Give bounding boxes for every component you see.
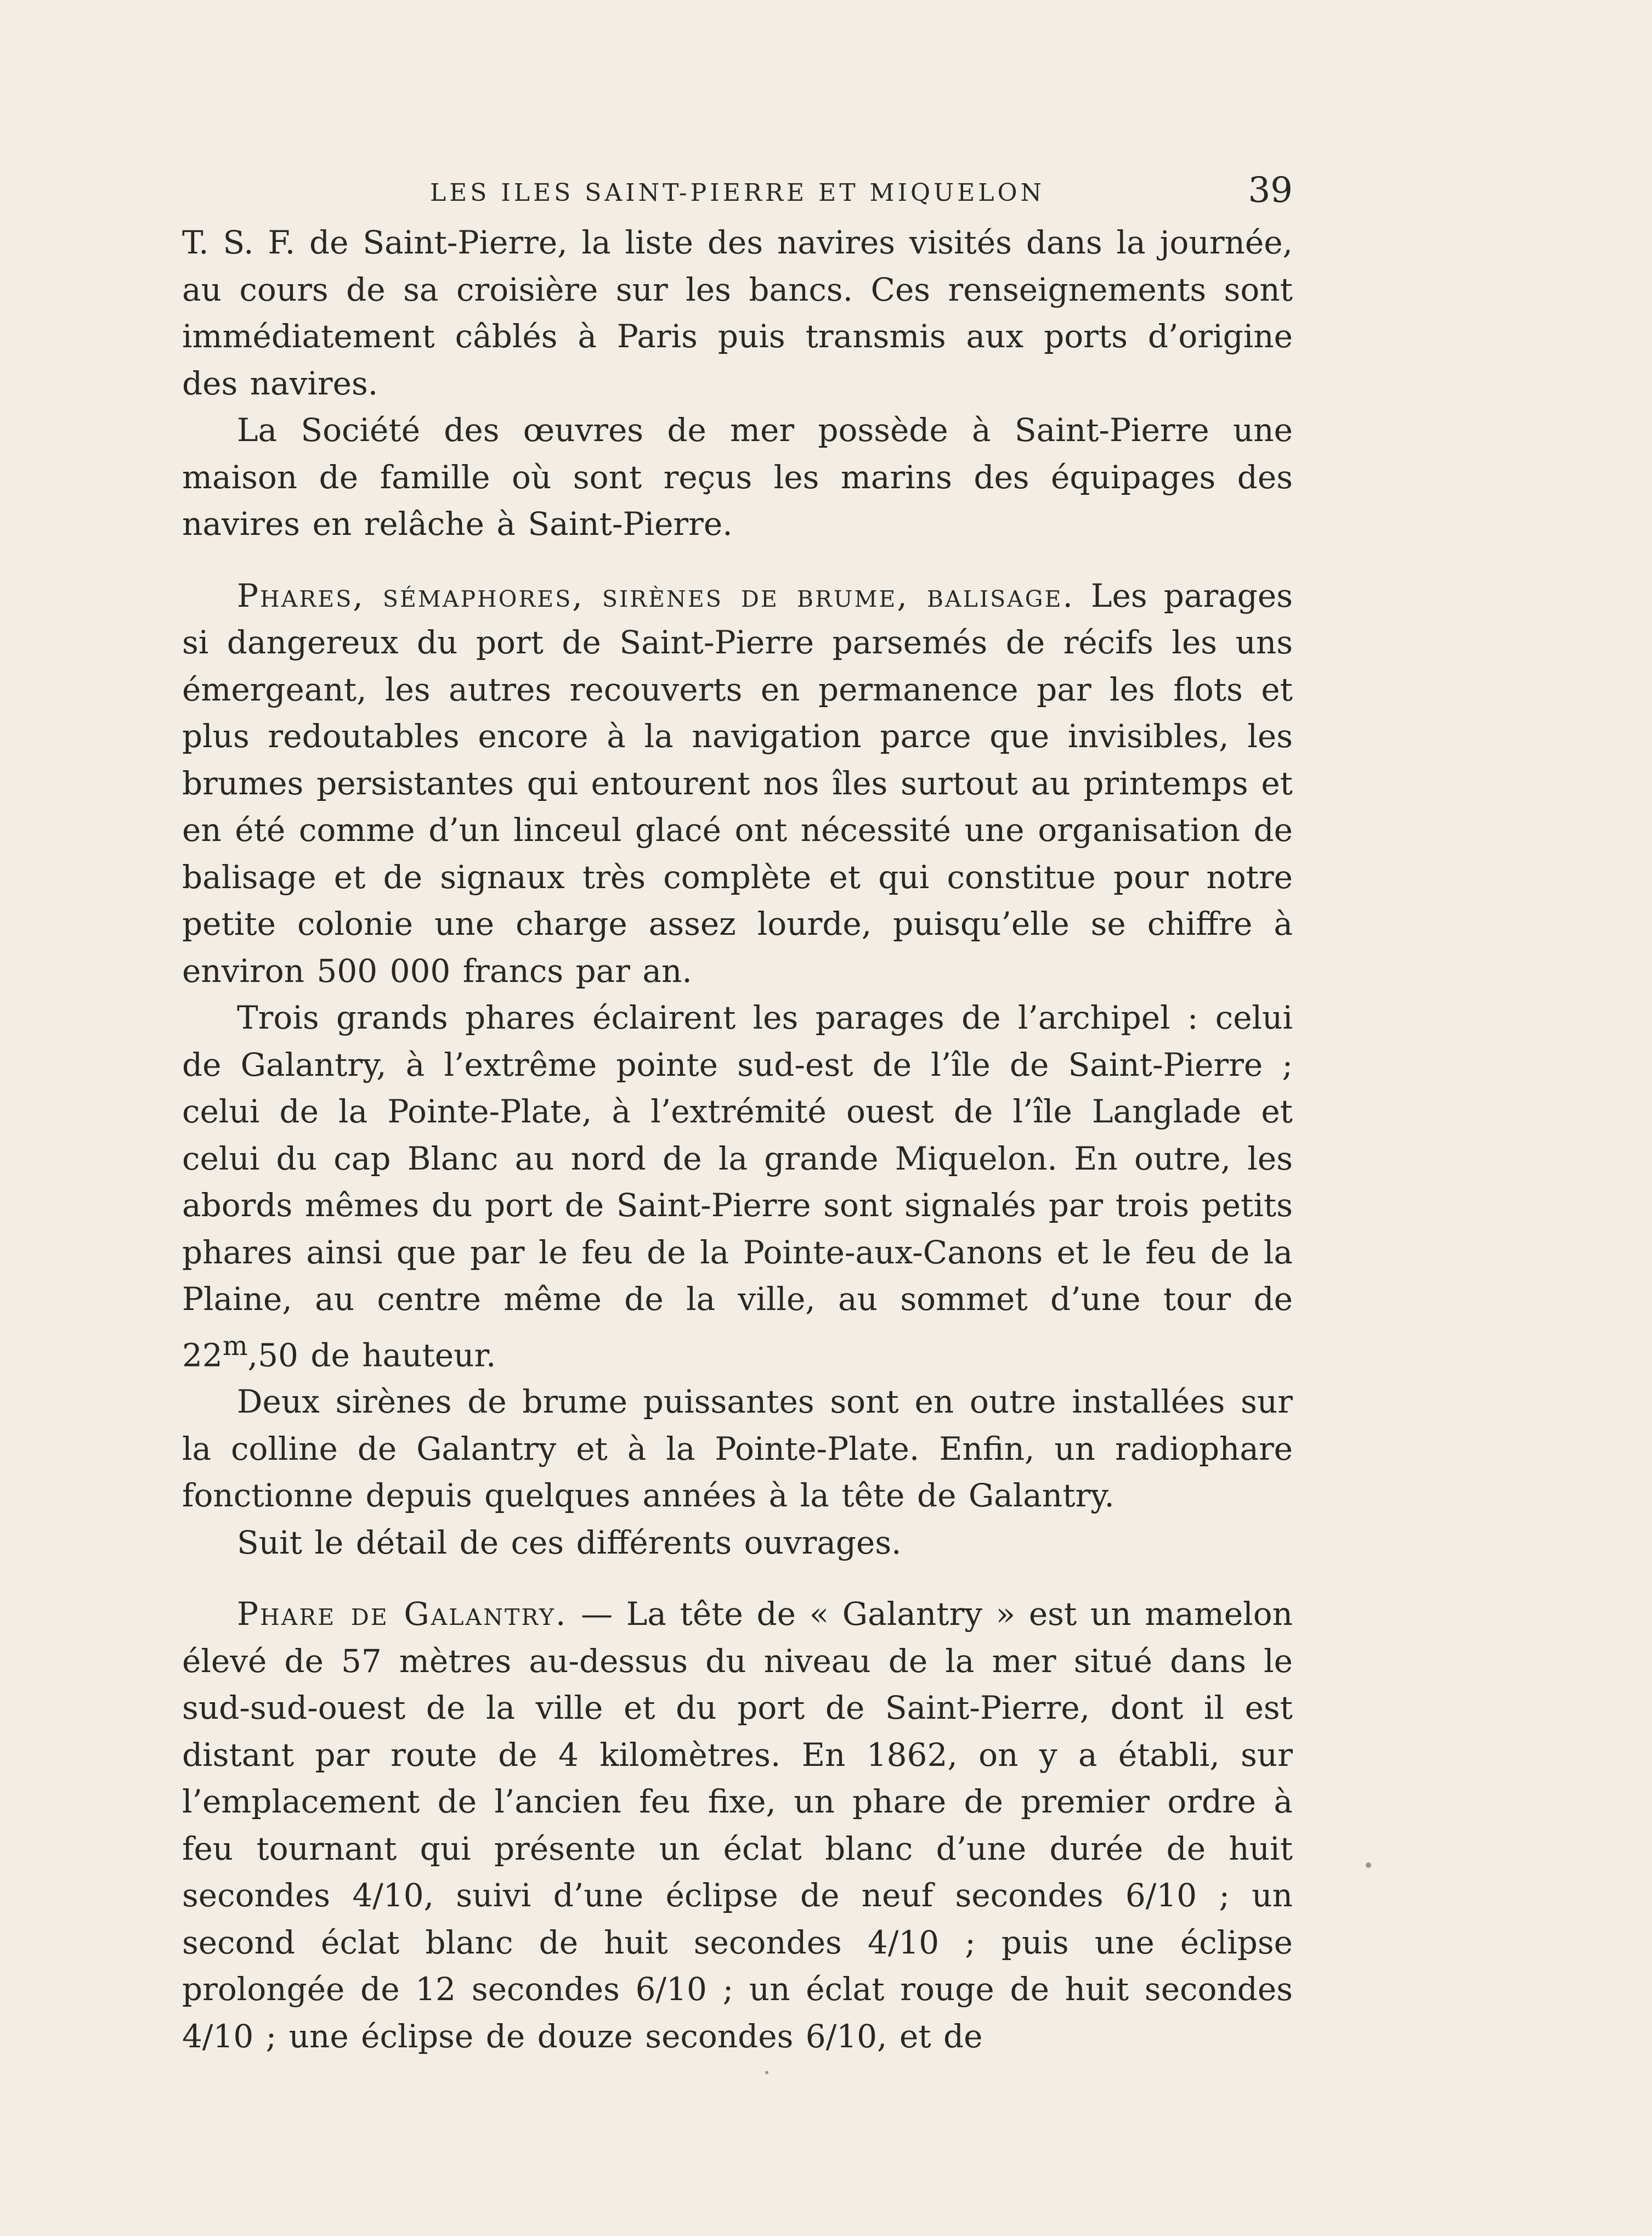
section-galantry xyxy=(182,1591,1293,2060)
paper-speck xyxy=(1366,1862,1371,1868)
section-phares xyxy=(182,573,1293,995)
running-head xyxy=(182,165,1293,219)
section-heading: Phares, sémaphores, sirènes de brume, balisage. xyxy=(237,577,1074,614)
paper-speck xyxy=(765,2071,768,2074)
section-text: — La tête de « Galantry » est un mamelon élevé de 57 mètres au-dessus du niveau de la mer situé dans le sud-sud-ouest de la ville et du port de Saint-Pierre, dont il est distant par route de 4 kilomètres. En 1862, on y a établi, sur l’emplacement de l’ancien feu fixe, un phare de premier ordre à feu tournant qui présente un éclat blanc d’une durée de huit secondes 4/10, suivi d’une éclipse de neuf secondes 6/10 ; un second éclat blanc de huit secondes 4/10 ; puis une éclipse prolongée de 12 secondes 6/10 ; un éclat rouge de huit secondes 4/10 ; une éclipse de douze secondes 6/10, et de xyxy=(182,1595,1293,2055)
section-heading: Phare de Galantry. xyxy=(237,1595,568,1633)
paragraph: Deux sirènes de brume puissantes sont en outre installées sur la colline de Galantry et à la Pointe-Plate. Enfin, un radiophare fonctionne depuis quelques années à la tête de Galantry. xyxy=(182,1383,1293,1515)
paragraph: Suit le détail de ces différents ouvrages. xyxy=(237,1523,902,1561)
running-title: LES ILES SAINT-PIERRE ET MIQUELON xyxy=(429,179,1045,207)
page-number: 39 xyxy=(1248,170,1293,211)
section-text: Les parages si dangereux du port de Saint-Pierre parsemés de récifs les uns émergeant, les autres recouverts en permanence par les flots et plus redoutables encore à la navigation parce que invisibles, les brumes persistantes qui entourent nos îles surtout au printemps et en été comme d’un linceul glacé ont nécessité une organisation de balisage et de signaux très complète et qui constitue pour notre petite colonie une charge assez lourde, puisqu’elle se chiffre à environ 500 000 francs par an. xyxy=(182,577,1293,990)
superscript: m xyxy=(222,1330,248,1362)
paragraph xyxy=(182,995,1293,1379)
book-page xyxy=(182,165,1293,2055)
paragraph: T. S. F. de Saint-Pierre, la liste des navires visités dans la journée, au cours de sa croisière sur les bancs. Ces renseignements sont immédiatement câblés à Paris puis transmis aux ports d’origine des navires. xyxy=(182,224,1293,402)
paragraph-text: Trois grands phares éclairent les parages de l’archipel : celui de Galantry, à l’extrême pointe sud-est de l’île de Saint-Pierre ; celui de la Pointe-Plate, à l’extrémité ouest de l’île Langlade et celui du cap Blanc au nord de la grande Miquelon. En outre, les abords mêmes du port de Saint-Pierre sont signalés par trois petits phares ainsi que par le feu de la Pointe-aux-Canons et le feu de la Plaine, au centre même de la ville, au sommet d’une tour de 22 xyxy=(182,999,1293,1374)
body-text xyxy=(182,219,1293,2060)
paragraph-text: ,50 de hauteur. xyxy=(247,1336,496,1374)
paragraph: La Société des œuvres de mer possède à Saint-Pierre une maison de famille où sont reçus les marins des équipages des navires en relâche à Saint-Pierre. xyxy=(182,411,1293,543)
